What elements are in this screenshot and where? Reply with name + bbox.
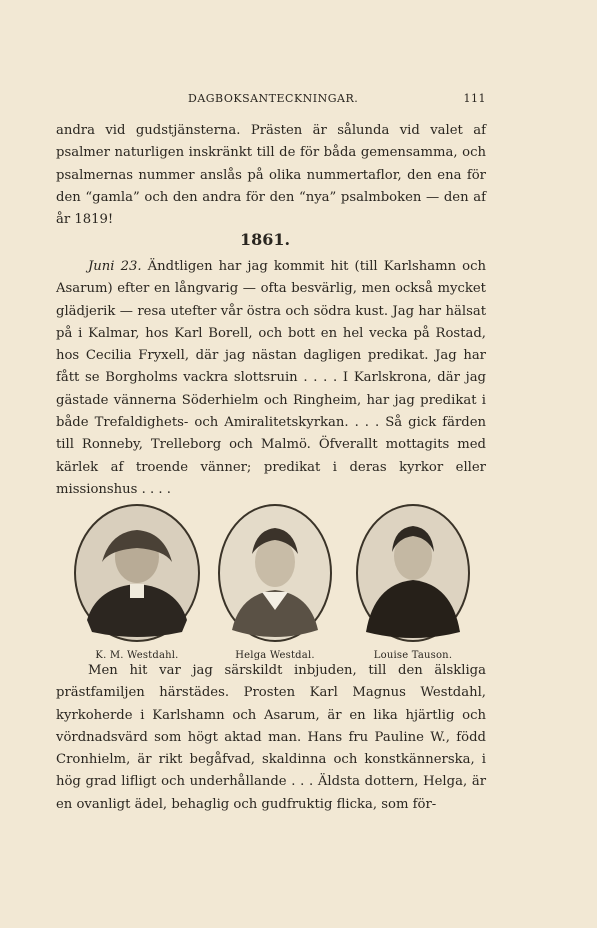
paragraph-1-text: andra vid gudstjänsterna. Prästen är sålunda vid valet af psalmer naturligen inskränkt till de för båda gemensamma, och psalmernas nummer anslås på olika nummertaflor, den ena för den “gamla” och den andra för den “nya” psalmboken — den af år 1819! [56, 123, 486, 228]
entry-date: Juni 23. [88, 259, 142, 274]
portrait-westdahl [72, 502, 202, 661]
paragraph-2-body [56, 256, 486, 501]
page-number: 111 [463, 92, 486, 105]
portrait-man-icon [72, 502, 202, 644]
portrait-caption-1: K. M. Westdahl. [95, 650, 179, 661]
paragraph-3 [56, 660, 486, 816]
running-title: DAGBOKSANTECKNINGAR. [188, 92, 359, 105]
portrait-caption-2: Helga Westdal. [235, 650, 315, 661]
portrait-tauson [348, 502, 478, 661]
year-heading: 1861. [239, 230, 291, 249]
portrait-row [60, 502, 500, 662]
paragraph-1 [56, 120, 486, 231]
paragraph-2-text: Ändtligen har jag kommit hit (till Karlshamn och Asarum) efter en långvarig — ofta besvärlig, men också mycket glädjerik — resa utefter vår östra och södra kust. Jag har hälsat på i Kalmar, hos Karl Borell, och bott en hel vecka på Rostad, hos Cecilia Fryxell, där jag nästan dagligen predikat. Jag har fått se Borgholms vackra slottsruin . . . . I Karlskrona, där jag gästade vännerna Söderhielm och Ringheim, har jag predikat i både Trefaldighets- och Amiralitetskyrkan. . . . Så gick färden till Ronneby, Trelleborg och Malmö. Öfverallt mottagits med kärlek af troende vänner; predikat i deras kyrkor eller missionshus . . . . [56, 259, 486, 497]
paragraph-3-text: Men hit var jag särskildt inbjuden, till den älskliga prästfamiljen härstädes. Prosten Karl Magnus Westdahl, kyrkoherde i Karlshamn och Asarum, är en lika hjärtlig och vördnadsvärd som högt aktad man. Hans fru Pauline W., född Cronhielm, är rikt begåfvad, skaldinna och konstkännerska, i hög grad lifligt och underhållande . . . Äldsta dottern, Helga, är en ovanligt ädel, behaglig och gudfruktig flicka, som för- [56, 663, 486, 812]
portrait-young-woman-icon [210, 502, 340, 644]
portrait-woman-icon [348, 502, 478, 644]
portrait-caption-3: Louise Tauson. [373, 650, 453, 661]
paragraph-2 [56, 256, 486, 501]
portrait-helga [210, 502, 340, 661]
